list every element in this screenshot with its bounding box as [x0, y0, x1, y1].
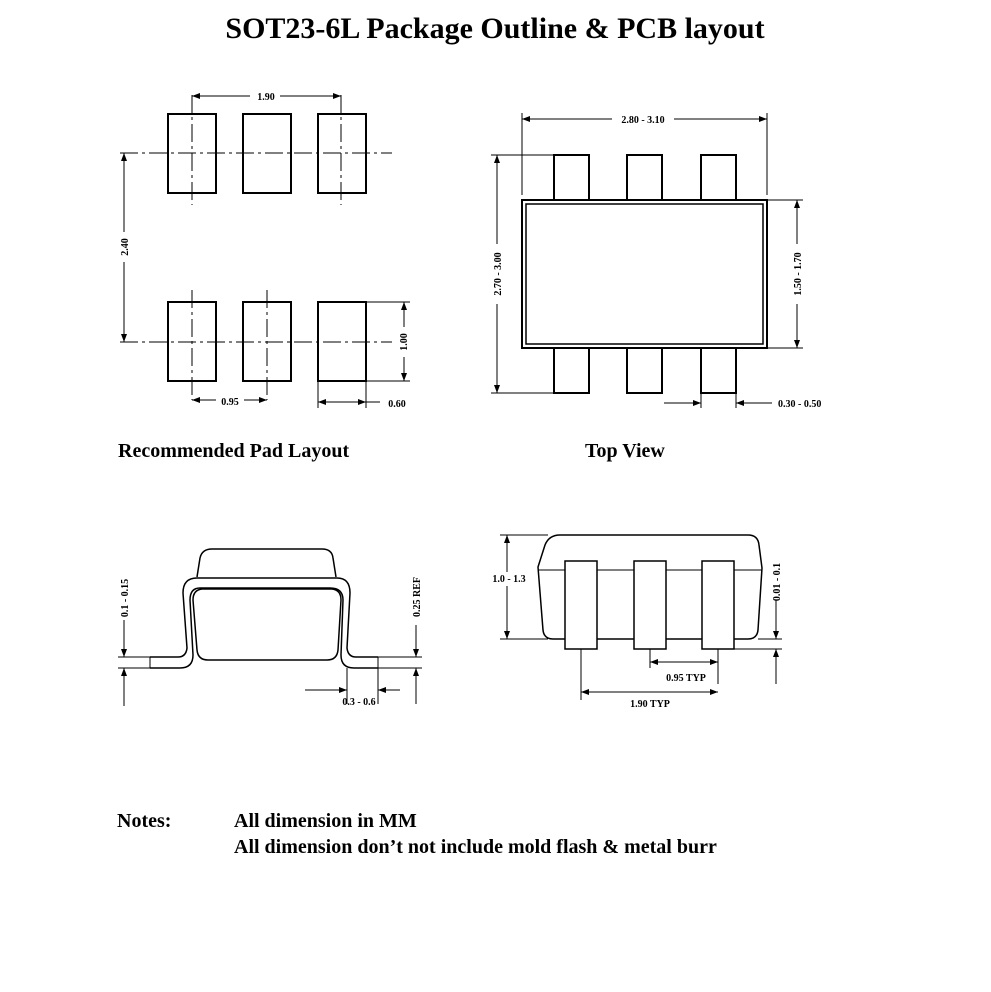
lead-bottom-1 — [554, 346, 589, 393]
top-view — [490, 112, 821, 410]
pad-layout-view — [117, 89, 411, 410]
note-line-1: All dimension in MM — [234, 810, 417, 832]
lead-top-2 — [627, 155, 662, 203]
front-lead-3 — [702, 561, 734, 649]
caption-top-view: Top View — [585, 440, 665, 462]
dim-body-width: 1.50 - 1.70 — [793, 252, 804, 296]
lead-top-3 — [701, 155, 736, 203]
notes-label: Notes: — [117, 810, 172, 832]
dim-lead-thickness: 0.1 - 0.15 — [120, 578, 131, 618]
dim-total-width: 2.70 - 3.00 — [493, 252, 504, 296]
dim-pitch-outer-typ: 1.90 TYP — [630, 699, 670, 710]
dim-pad-length: 1.00 — [399, 333, 410, 351]
dim-row-spacing: 2.40 — [120, 238, 131, 256]
caption-pad-layout: Recommended Pad Layout — [118, 440, 350, 462]
page-title: SOT23-6L Package Outline & PCB layout — [225, 12, 765, 45]
dim-pad-pitch-outer: 1.90 — [257, 92, 275, 103]
front-lead-2 — [634, 561, 666, 649]
lead-bottom-3 — [701, 346, 736, 393]
package-body — [522, 200, 767, 348]
dim-standoff: 0.01 - 0.1 — [772, 562, 783, 602]
lead-bottom-2 — [627, 346, 662, 393]
dim-pad-width: 0.60 — [388, 399, 406, 410]
dim-lead-width: 0.30 - 0.50 — [778, 399, 822, 410]
notes — [117, 810, 717, 858]
dim-height: 1.0 - 1.3 — [492, 574, 526, 585]
side-view — [118, 549, 423, 708]
dim-gauge: 0.25 REF — [412, 577, 423, 617]
dim-body-length: 2.80 - 3.10 — [621, 115, 665, 126]
lead-top-1 — [554, 155, 589, 203]
front-lead-1 — [565, 561, 597, 649]
front-view — [489, 535, 783, 710]
dim-foot-length: 0.3 - 0.6 — [342, 697, 376, 708]
note-line-2: All dimension don’t not include mold flash & metal burr — [234, 836, 717, 858]
dim-pitch-typ: 0.95 TYP — [666, 673, 706, 684]
dim-pad-pitch: 0.95 — [221, 397, 239, 408]
